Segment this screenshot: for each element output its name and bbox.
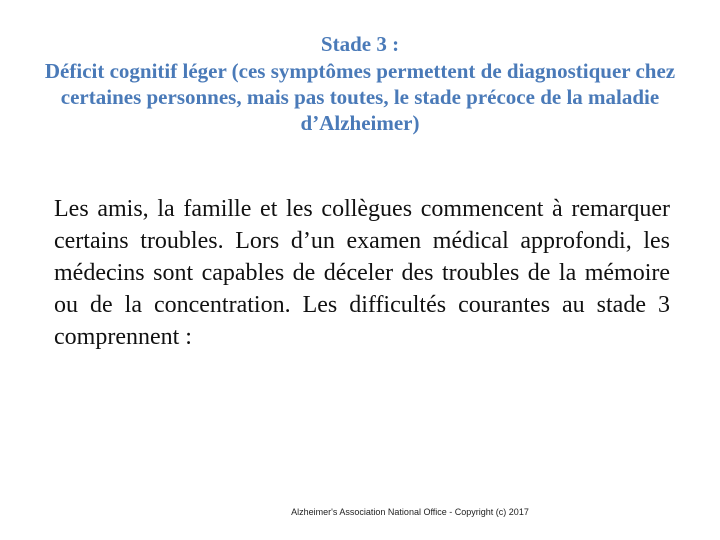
slide-title: Stade 3 :	[320, 32, 400, 56]
slide-subtitle: Déficit cognitif léger (ces symptômes permettent de diagnostiquer chez certaines personnes, mais pas toutes, le stade précoce de la maladie d’Alzheimer)	[44, 59, 676, 135]
footer-copyright: Alzheimer's Association National Office - Copyright (c) 2017	[291, 507, 529, 517]
title-block	[40, 30, 680, 136]
body-paragraph: Les amis, la famille et les collègues commencent à remarquer certains troubles. Lors d’un examen médical approfondi, les médecins sont capables de déceler des troubles de la mémoire ou de la concentration. Les difficultés courantes au stade 3 comprennent :	[54, 196, 670, 350]
